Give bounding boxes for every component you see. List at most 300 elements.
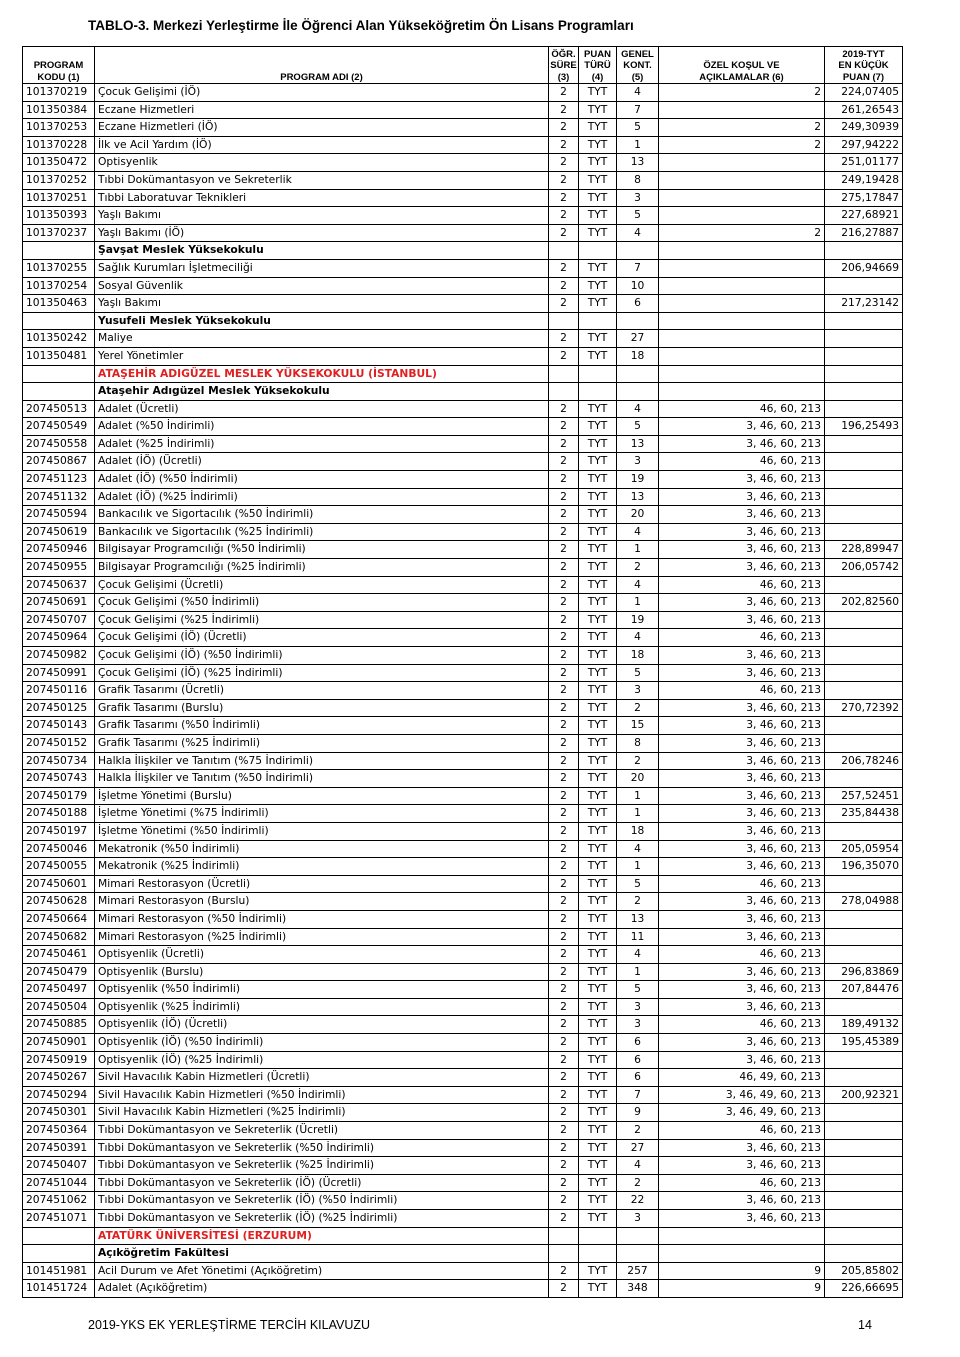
- cell-notes: 3, 46, 60, 213: [659, 699, 825, 717]
- cell-notes: 2: [659, 84, 825, 102]
- cell-quota: 2: [617, 559, 659, 577]
- table-row: [23, 787, 903, 805]
- cell-score-type: TYT: [579, 347, 617, 365]
- table-row: [23, 981, 903, 999]
- cell-quota: [617, 383, 659, 401]
- cell-duration: 2: [549, 805, 579, 823]
- cell-min-score: [825, 277, 903, 295]
- cell-min-score: 270,72392: [825, 699, 903, 717]
- cell-duration: 2: [549, 101, 579, 119]
- col-header-line: KONT.: [623, 60, 652, 71]
- cell-quota: 3: [617, 453, 659, 471]
- cell-code: 207450637: [23, 576, 95, 594]
- cell-code: 207450267: [23, 1069, 95, 1087]
- cell-notes: 46, 60, 213: [659, 453, 825, 471]
- cell-notes: [659, 365, 825, 383]
- cell-duration: 2: [549, 154, 579, 172]
- cell-quota: 5: [617, 418, 659, 436]
- cell-notes: 3, 46, 60, 213: [659, 506, 825, 524]
- cell-duration: 2: [549, 119, 579, 137]
- cell-code: 207450901: [23, 1034, 95, 1052]
- col-header-line: PROGRAM ADI (2): [280, 71, 363, 83]
- cell-program-name: Optisyenlik (%50 İndirimli): [95, 981, 549, 999]
- cell-code: 207450143: [23, 717, 95, 735]
- cell-duration: 2: [549, 1174, 579, 1192]
- cell-notes: 3, 46, 60, 213: [659, 1210, 825, 1228]
- col-header-code: [23, 47, 95, 84]
- col-header-line: 2019-TYT: [842, 48, 885, 60]
- cell-duration: 2: [549, 171, 579, 189]
- cell-program-name: Tıbbi Dokümantasyon ve Sekreterlik (İÖ) (%50 İndirimli): [95, 1192, 549, 1210]
- cell-score-type: TYT: [579, 875, 617, 893]
- cell-quota: 1: [617, 594, 659, 612]
- table-row: [23, 910, 903, 928]
- cell-notes: [659, 242, 825, 260]
- table-row: [23, 611, 903, 629]
- cell-min-score: 261,26543: [825, 101, 903, 119]
- cell-min-score: [825, 330, 903, 348]
- cell-score-type: TYT: [579, 471, 617, 489]
- cell-duration: 2: [549, 259, 579, 277]
- cell-min-score: 196,35070: [825, 858, 903, 876]
- cell-notes: [659, 207, 825, 225]
- cell-notes: 46, 60, 213: [659, 875, 825, 893]
- cell-code: 207450743: [23, 770, 95, 788]
- table-row: [23, 770, 903, 788]
- cell-score-type: TYT: [579, 277, 617, 295]
- cell-duration: 2: [549, 523, 579, 541]
- cell-quota: 4: [617, 576, 659, 594]
- cell-notes: 3, 46, 60, 213: [659, 1034, 825, 1052]
- cell-program-name: Tıbbi Dokümantasyon ve Sekreterlik (İÖ) (%25 İndirimli): [95, 1210, 549, 1228]
- cell-score-type: TYT: [579, 189, 617, 207]
- cell-program-name: Tıbbi Dokümantasyon ve Sekreterlik: [95, 171, 549, 189]
- cell-code: 207450946: [23, 541, 95, 559]
- cell-quota: 1: [617, 136, 659, 154]
- cell-quota: 27: [617, 1139, 659, 1157]
- cell-min-score: 202,82560: [825, 594, 903, 612]
- cell-score-type: TYT: [579, 171, 617, 189]
- cell-min-score: [825, 629, 903, 647]
- cell-duration: [549, 383, 579, 401]
- table-row: [23, 101, 903, 119]
- cell-min-score: 249,30939: [825, 119, 903, 137]
- faculty-heading: Yusufeli Meslek Yüksekokulu: [95, 312, 549, 330]
- cell-duration: 2: [549, 787, 579, 805]
- cell-quota: 13: [617, 435, 659, 453]
- cell-score-type: TYT: [579, 1174, 617, 1192]
- cell-quota: 18: [617, 647, 659, 665]
- cell-code: 207450734: [23, 752, 95, 770]
- cell-program-name: Halkla İlişkiler ve Tanıtım (%75 İndirimli): [95, 752, 549, 770]
- cell-min-score: [825, 998, 903, 1016]
- cell-duration: 2: [549, 506, 579, 524]
- cell-code: 207451123: [23, 471, 95, 489]
- cell-program-name: Yaşlı Bakımı: [95, 207, 549, 225]
- cell-score-type: TYT: [579, 594, 617, 612]
- cell-duration: 2: [549, 752, 579, 770]
- cell-code: 207451062: [23, 1192, 95, 1210]
- table-row: [23, 1122, 903, 1140]
- cell-score-type: TYT: [579, 752, 617, 770]
- cell-score-type: TYT: [579, 418, 617, 436]
- cell-notes: 3, 46, 60, 213: [659, 488, 825, 506]
- institution-heading: ATAŞEHİR ADIGÜZEL MESLEK YÜKSEKOKULU (İSTANBUL): [95, 365, 549, 383]
- section-row: [23, 365, 903, 383]
- col-header-quota: [617, 47, 659, 84]
- cell-score-type: TYT: [579, 435, 617, 453]
- col-header-line: AÇIKLAMALAR (6): [699, 71, 784, 83]
- table-row: [23, 928, 903, 946]
- cell-score-type: TYT: [579, 1157, 617, 1175]
- col-header-line: PUAN: [584, 48, 611, 60]
- cell-duration: 2: [549, 682, 579, 700]
- cell-code: 207450558: [23, 435, 95, 453]
- table-row: [23, 295, 903, 313]
- table-body: [23, 84, 903, 1298]
- cell-program-name: İşletme Yönetimi (%75 İndirimli): [95, 805, 549, 823]
- cell-notes: [659, 154, 825, 172]
- cell-duration: 2: [549, 893, 579, 911]
- cell-notes: [659, 171, 825, 189]
- institution-heading: ATATÜRK ÜNİVERSİTESİ (ERZURUM): [95, 1227, 549, 1245]
- cell-duration: 2: [549, 981, 579, 999]
- cell-program-name: Adalet (%50 İndirimli): [95, 418, 549, 436]
- cell-duration: 2: [549, 910, 579, 928]
- cell-score-type: TYT: [579, 858, 617, 876]
- cell-score-type: TYT: [579, 770, 617, 788]
- cell-score-type: TYT: [579, 822, 617, 840]
- cell-program-name: Çocuk Gelişimi (%25 İndirimli): [95, 611, 549, 629]
- cell-quota: 20: [617, 506, 659, 524]
- cell-duration: 2: [549, 488, 579, 506]
- cell-min-score: 278,04988: [825, 893, 903, 911]
- page-title: TABLO-3. Merkezi Yerleştirme İle Öğrenci Alan Yükseköğretim Ön Lisans Programları: [88, 18, 634, 33]
- col-header-line: (3): [557, 71, 570, 83]
- cell-duration: 2: [549, 347, 579, 365]
- cell-duration: 2: [549, 541, 579, 559]
- cell-notes: 3, 46, 60, 213: [659, 770, 825, 788]
- table-row: [23, 699, 903, 717]
- cell-quota: 18: [617, 822, 659, 840]
- cell-code: 207450364: [23, 1122, 95, 1140]
- cell-duration: 2: [549, 1016, 579, 1034]
- table-row: [23, 1069, 903, 1087]
- table-row: [23, 1280, 903, 1298]
- col-header-name: [95, 47, 549, 84]
- cell-quota: 10: [617, 277, 659, 295]
- table-row: [23, 207, 903, 225]
- col-header-line: SÜRE: [550, 60, 577, 71]
- cell-duration: 2: [549, 1192, 579, 1210]
- cell-code: 207450046: [23, 840, 95, 858]
- col-header-line: ÖĞR.: [551, 48, 576, 60]
- cell-notes: [659, 1245, 825, 1263]
- cell-duration: [549, 365, 579, 383]
- cell-code: 207450301: [23, 1104, 95, 1122]
- cell-min-score: 200,92321: [825, 1086, 903, 1104]
- cell-duration: 2: [549, 400, 579, 418]
- cell-score-type: TYT: [579, 647, 617, 665]
- cell-score-type: TYT: [579, 119, 617, 137]
- cell-min-score: 189,49132: [825, 1016, 903, 1034]
- cell-score-type: TYT: [579, 1139, 617, 1157]
- cell-quota: [617, 1227, 659, 1245]
- cell-quota: 4: [617, 523, 659, 541]
- cell-quota: 348: [617, 1280, 659, 1298]
- cell-notes: 3, 46, 60, 213: [659, 752, 825, 770]
- cell-min-score: [825, 928, 903, 946]
- table-row: [23, 1086, 903, 1104]
- cell-quota: 3: [617, 1210, 659, 1228]
- col-header-line: TÜRÜ: [584, 60, 611, 71]
- cell-program-name: Bilgisayar Programcılığı (%25 İndirimli): [95, 559, 549, 577]
- cell-program-name: Yaşlı Bakımı (İÖ): [95, 224, 549, 242]
- cell-duration: 2: [549, 734, 579, 752]
- cell-duration: 2: [549, 559, 579, 577]
- cell-code: 207450691: [23, 594, 95, 612]
- cell-code: [23, 312, 95, 330]
- cell-notes: [659, 383, 825, 401]
- cell-program-name: İşletme Yönetimi (Burslu): [95, 787, 549, 805]
- cell-program-name: Sağlık Kurumları İşletmeciliği: [95, 259, 549, 277]
- cell-quota: 13: [617, 910, 659, 928]
- cell-code: 207451071: [23, 1210, 95, 1228]
- cell-code: 207450116: [23, 682, 95, 700]
- cell-quota: 2: [617, 699, 659, 717]
- cell-program-name: İlk ve Acil Yardım (İÖ): [95, 136, 549, 154]
- cell-code: 207450497: [23, 981, 95, 999]
- cell-score-type: TYT: [579, 998, 617, 1016]
- table-row: [23, 1104, 903, 1122]
- cell-min-score: [825, 1122, 903, 1140]
- cell-code: [23, 1227, 95, 1245]
- cell-code: 207450594: [23, 506, 95, 524]
- cell-notes: 3, 46, 60, 213: [659, 647, 825, 665]
- table-row: [23, 189, 903, 207]
- cell-code: 207450197: [23, 822, 95, 840]
- table-row: [23, 119, 903, 137]
- cell-notes: [659, 295, 825, 313]
- cell-program-name: Adalet (İÖ) (%25 İndirimli): [95, 488, 549, 506]
- cell-code: 207450867: [23, 453, 95, 471]
- cell-duration: 2: [549, 928, 579, 946]
- cell-program-name: Yerel Yönetimler: [95, 347, 549, 365]
- cell-program-name: Mekatronik (%25 İndirimli): [95, 858, 549, 876]
- cell-min-score: [825, 770, 903, 788]
- table-row: [23, 822, 903, 840]
- cell-code: 101370252: [23, 171, 95, 189]
- cell-quota: 5: [617, 207, 659, 225]
- cell-notes: [659, 277, 825, 295]
- cell-min-score: [825, 1104, 903, 1122]
- table-row: [23, 752, 903, 770]
- cell-quota: 20: [617, 770, 659, 788]
- cell-program-name: Grafik Tasarımı (%25 İndirimli): [95, 734, 549, 752]
- cell-notes: 3, 46, 60, 213: [659, 1139, 825, 1157]
- cell-duration: 2: [549, 1157, 579, 1175]
- cell-notes: 3, 46, 60, 213: [659, 858, 825, 876]
- cell-min-score: [825, 453, 903, 471]
- cell-code: 101350481: [23, 347, 95, 365]
- cell-quota: 7: [617, 101, 659, 119]
- cell-quota: 5: [617, 981, 659, 999]
- cell-quota: 5: [617, 664, 659, 682]
- cell-score-type: TYT: [579, 805, 617, 823]
- cell-duration: 2: [549, 84, 579, 102]
- cell-code: 101370254: [23, 277, 95, 295]
- cell-score-type: TYT: [579, 1210, 617, 1228]
- cell-score-type: TYT: [579, 664, 617, 682]
- cell-min-score: [825, 312, 903, 330]
- cell-duration: 2: [549, 136, 579, 154]
- cell-duration: 2: [549, 770, 579, 788]
- table-row: [23, 1174, 903, 1192]
- cell-code: 207450964: [23, 629, 95, 647]
- cell-min-score: [825, 664, 903, 682]
- cell-duration: 2: [549, 629, 579, 647]
- cell-quota: 5: [617, 875, 659, 893]
- cell-quota: 7: [617, 1086, 659, 1104]
- cell-min-score: [825, 1174, 903, 1192]
- cell-score-type: TYT: [579, 523, 617, 541]
- table-header-row: [23, 47, 903, 84]
- cell-min-score: 249,19428: [825, 171, 903, 189]
- cell-notes: 3, 46, 60, 213: [659, 998, 825, 1016]
- table-row: [23, 1139, 903, 1157]
- cell-duration: 2: [549, 594, 579, 612]
- cell-code: 101451724: [23, 1280, 95, 1298]
- cell-min-score: 205,85802: [825, 1262, 903, 1280]
- cell-min-score: [825, 717, 903, 735]
- cell-notes: 3, 46, 60, 213: [659, 840, 825, 858]
- cell-quota: 11: [617, 928, 659, 946]
- col-header-line: KODU (1): [37, 71, 80, 83]
- cell-notes: 3, 46, 60, 213: [659, 787, 825, 805]
- cell-score-type: TYT: [579, 1280, 617, 1298]
- cell-score-type: TYT: [579, 910, 617, 928]
- cell-score-type: TYT: [579, 734, 617, 752]
- table-row: [23, 277, 903, 295]
- cell-program-name: Eczane Hizmetleri: [95, 101, 549, 119]
- cell-score-type: TYT: [579, 84, 617, 102]
- cell-notes: 3, 46, 60, 213: [659, 893, 825, 911]
- cell-quota: 6: [617, 1034, 659, 1052]
- cell-program-name: Grafik Tasarımı (%50 İndirimli): [95, 717, 549, 735]
- cell-code: [23, 1245, 95, 1263]
- cell-notes: 46, 60, 213: [659, 400, 825, 418]
- cell-duration: 2: [549, 1104, 579, 1122]
- cell-code: 101350463: [23, 295, 95, 313]
- cell-quota: 4: [617, 629, 659, 647]
- cell-duration: 2: [549, 946, 579, 964]
- cell-program-name: Mimari Restorasyon (Burslu): [95, 893, 549, 911]
- cell-quota: 6: [617, 295, 659, 313]
- cell-duration: 2: [549, 840, 579, 858]
- col-header-line: PUAN (7): [842, 71, 885, 83]
- cell-score-type: TYT: [579, 1104, 617, 1122]
- cell-min-score: [825, 822, 903, 840]
- cell-notes: 3, 46, 60, 213: [659, 471, 825, 489]
- cell-code: 207450682: [23, 928, 95, 946]
- cell-score-type: TYT: [579, 1262, 617, 1280]
- cell-min-score: 224,07405: [825, 84, 903, 102]
- cell-notes: 46, 60, 213: [659, 946, 825, 964]
- cell-duration: 2: [549, 435, 579, 453]
- cell-min-score: [825, 946, 903, 964]
- cell-quota: 2: [617, 1174, 659, 1192]
- cell-program-name: Sivil Havacılık Kabin Hizmetleri (Ücretli): [95, 1069, 549, 1087]
- cell-min-score: [825, 734, 903, 752]
- table-row: [23, 647, 903, 665]
- cell-min-score: 216,27887: [825, 224, 903, 242]
- table-row: [23, 559, 903, 577]
- cell-program-name: Grafik Tasarımı (Ücretli): [95, 682, 549, 700]
- cell-program-name: Maliye: [95, 330, 549, 348]
- cell-score-type: TYT: [579, 1016, 617, 1034]
- cell-notes: 46, 60, 213: [659, 1016, 825, 1034]
- cell-notes: 46, 60, 213: [659, 576, 825, 594]
- cell-duration: [549, 1245, 579, 1263]
- cell-duration: 2: [549, 664, 579, 682]
- cell-min-score: 275,17847: [825, 189, 903, 207]
- cell-code: 101350242: [23, 330, 95, 348]
- cell-code: 101370255: [23, 259, 95, 277]
- cell-program-name: Mimari Restorasyon (%25 İndirimli): [95, 928, 549, 946]
- table-row: [23, 594, 903, 612]
- table-row: [23, 858, 903, 876]
- cell-quota: 7: [617, 259, 659, 277]
- cell-duration: 2: [549, 998, 579, 1016]
- cell-score-type: TYT: [579, 981, 617, 999]
- cell-min-score: 196,25493: [825, 418, 903, 436]
- table-row: [23, 1034, 903, 1052]
- cell-notes: 3, 46, 60, 213: [659, 435, 825, 453]
- cell-program-name: Adalet (Ücretli): [95, 400, 549, 418]
- cell-code: 207451132: [23, 488, 95, 506]
- cell-score-type: TYT: [579, 101, 617, 119]
- cell-duration: 2: [549, 1122, 579, 1140]
- cell-quota: 2: [617, 893, 659, 911]
- table-row: [23, 1210, 903, 1228]
- cell-program-name: Adalet (İÖ) (Ücretli): [95, 453, 549, 471]
- cell-duration: 2: [549, 822, 579, 840]
- cell-min-score: 235,84438: [825, 805, 903, 823]
- cell-quota: 1: [617, 963, 659, 981]
- cell-code: 207450982: [23, 647, 95, 665]
- cell-program-name: Tıbbi Dokümantasyon ve Sekreterlik (Ücretli): [95, 1122, 549, 1140]
- cell-notes: 3, 46, 60, 213: [659, 734, 825, 752]
- cell-code: 101451981: [23, 1262, 95, 1280]
- cell-min-score: [825, 383, 903, 401]
- cell-notes: 3, 46, 60, 213: [659, 664, 825, 682]
- table-row: [23, 471, 903, 489]
- cell-min-score: [825, 488, 903, 506]
- cell-program-name: Halkla İlişkiler ve Tanıtım (%50 İndirimli): [95, 770, 549, 788]
- cell-code: 207451044: [23, 1174, 95, 1192]
- col-header-duration: [549, 47, 579, 84]
- cell-quota: 8: [617, 171, 659, 189]
- cell-min-score: [825, 1192, 903, 1210]
- cell-min-score: [825, 523, 903, 541]
- cell-code: 207450991: [23, 664, 95, 682]
- cell-notes: [659, 312, 825, 330]
- cell-score-type: TYT: [579, 946, 617, 964]
- cell-min-score: [825, 365, 903, 383]
- cell-quota: 2: [617, 752, 659, 770]
- cell-score-type: TYT: [579, 453, 617, 471]
- table-row: [23, 523, 903, 541]
